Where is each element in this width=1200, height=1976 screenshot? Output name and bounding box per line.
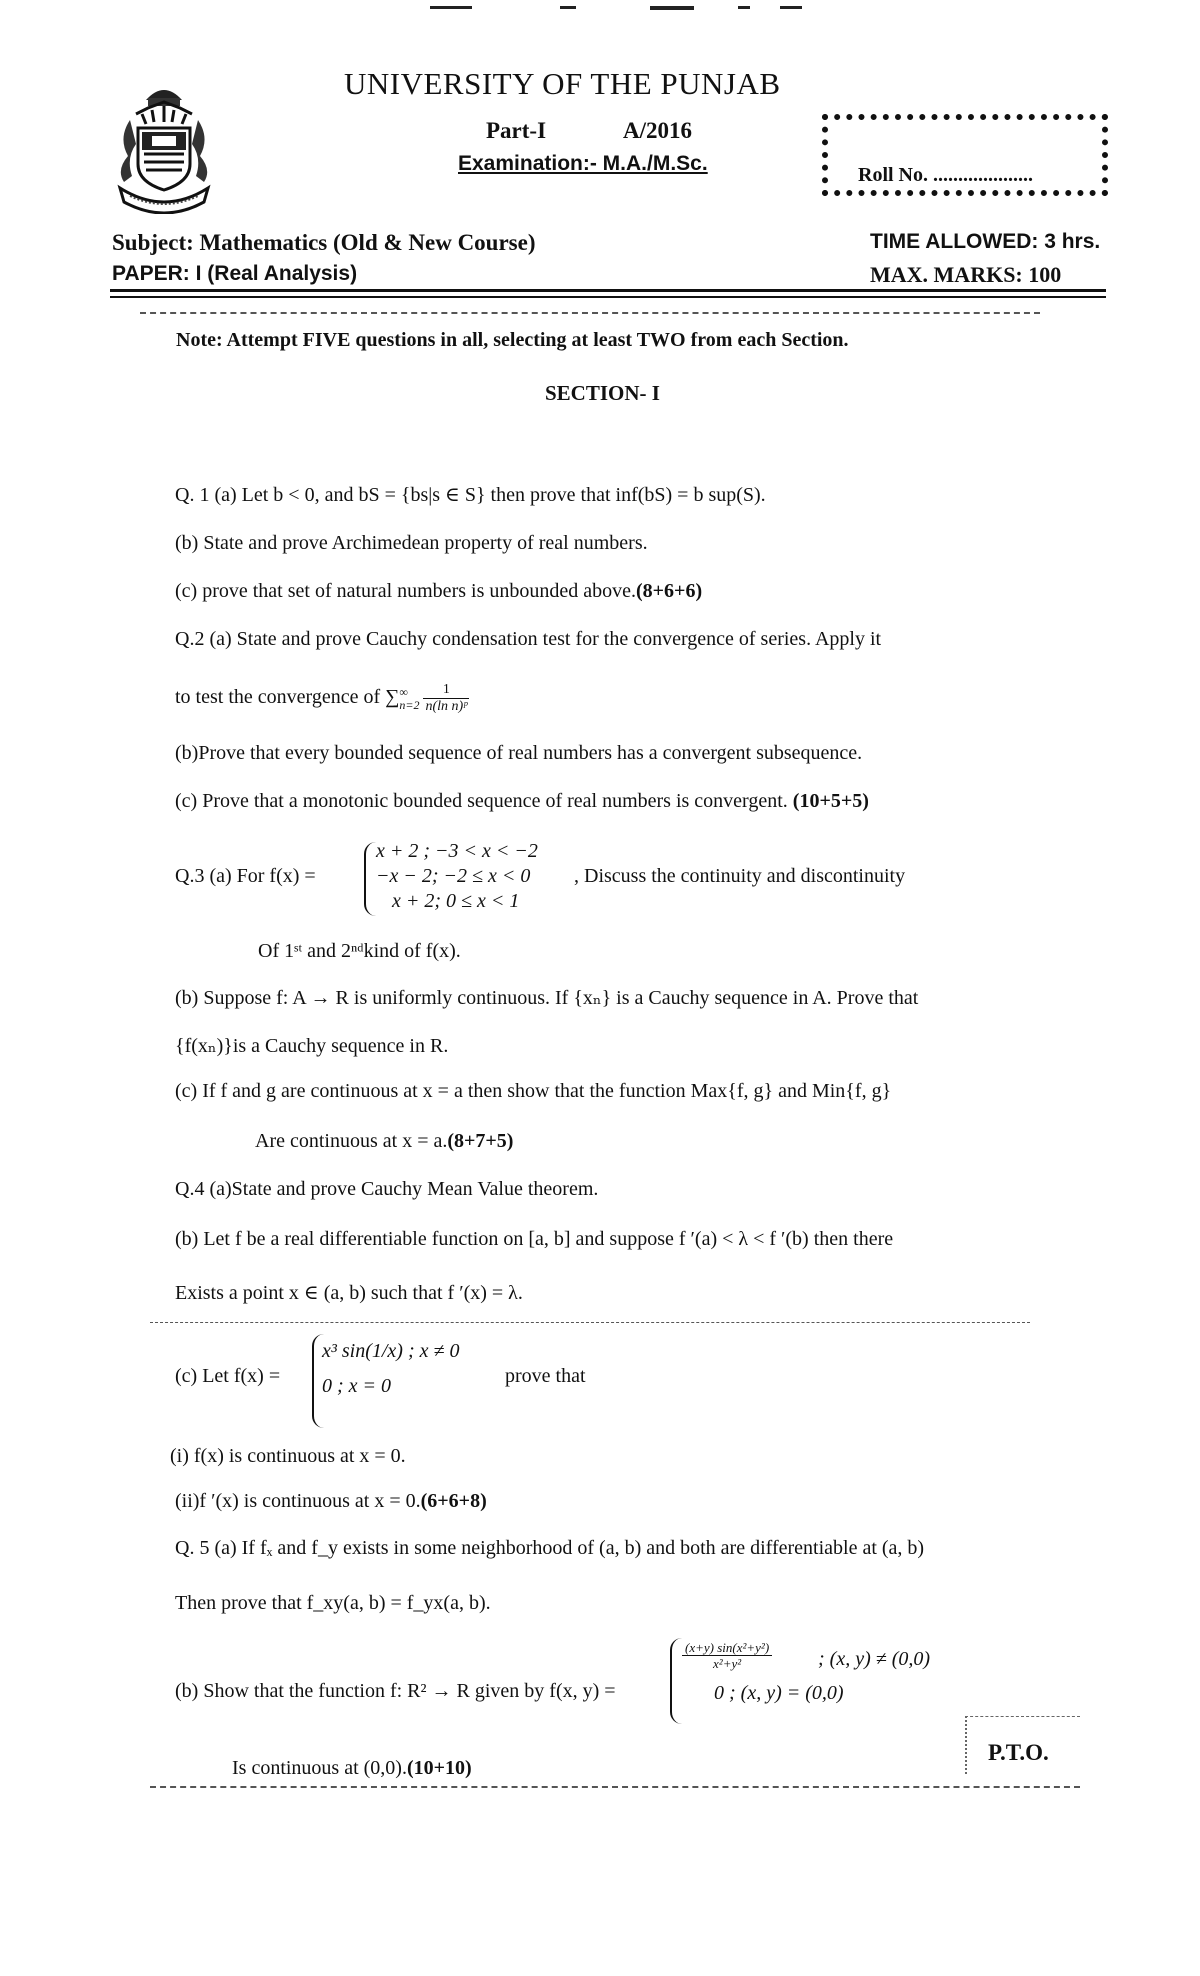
section-heading: SECTION- I	[545, 381, 660, 405]
q5-marks: (10+10)	[406, 1757, 472, 1779]
q3-brace	[364, 842, 376, 916]
scan-mark	[780, 6, 802, 9]
exam-session: A/2016	[623, 118, 692, 143]
q4-item-ii	[175, 1490, 487, 1513]
q5-case-1-tail: ; (x, y) ≠ (0,0)	[818, 1648, 931, 1670]
q4-part-b-line2: Exists a point x ∈ (a, b) such that f ′(x) = λ.	[175, 1282, 523, 1304]
q2-part-c	[175, 790, 869, 813]
q3-part-c-line2-text: Are continuous at x = a.	[255, 1130, 448, 1152]
q2-sum-upper: ∞	[399, 684, 408, 699]
q2-part-c-text: (c) Prove that a monotonic bounded sequence of real numbers is convergent.	[175, 790, 788, 812]
q5-fraction-denominator: x²+y²	[713, 1656, 742, 1671]
q5-part-a-line1: Q. 5 (a) If fₓ and f_y exists in some neighborhood of (a, b) and both are differentiable at (a, b)	[175, 1537, 925, 1559]
q4-part-a: Q.4 (a)State and prove Cauchy Mean Value theorem.	[175, 1178, 599, 1200]
q3-case-1: x + 2 ; −3 < x < −2	[376, 840, 538, 862]
bottom-divider	[150, 1786, 1080, 1788]
pto-box-top	[965, 1716, 1080, 1717]
q3-part-a-lead: Q.3 (a) For f(x) =	[175, 865, 316, 887]
q5-fraction	[682, 1640, 772, 1671]
scan-mark	[430, 6, 472, 9]
q4-part-c-lead: (c) Let f(x) =	[175, 1365, 281, 1387]
q2-fraction-numerator: 1	[423, 682, 469, 699]
scan-mark	[650, 6, 694, 10]
q2-part-b: (b)Prove that every bounded sequence of real numbers has a convergent subsequence.	[175, 742, 863, 764]
q2-marks: (10+5+5)	[792, 790, 869, 812]
divider	[150, 1322, 1030, 1323]
university-logo-icon	[108, 78, 220, 214]
pto-box-edge	[965, 1716, 969, 1774]
q5-fraction-numerator: (x+y) sin(x²+y²)	[682, 1640, 772, 1656]
exam-part: Part-I	[486, 118, 547, 143]
q5-part-b-end	[232, 1757, 472, 1780]
q2-sum-lower: n=2	[399, 697, 420, 712]
q2-sum-text: to test the convergence of ∑	[175, 686, 400, 709]
q1-part-a: Q. 1 (a) Let b < 0, and bS = {bs|s ∈ S} then prove that inf(bS) = b sup(S).	[175, 484, 766, 506]
scan-mark	[738, 6, 750, 9]
q3-part-a-kind: Of 1ˢᵗ and 2ⁿᵈkind of f(x).	[258, 940, 461, 962]
paper-line: PAPER: I (Real Analysis)	[112, 262, 358, 285]
q5-brace	[670, 1638, 682, 1724]
exam-title: Examination:- M.A./M.Sc.	[458, 152, 708, 175]
q1-part-b: (b) State and prove Archimedean property of real numbers.	[175, 532, 648, 554]
instructions-note: Note: Attempt FIVE questions in all, selecting at least TWO from each Section.	[176, 329, 849, 351]
q4-case-2: 0 ; x = 0	[322, 1375, 392, 1397]
q3-marks: (8+7+5)	[447, 1130, 514, 1152]
q2-fraction-denominator: n(ln n)ᵖ	[425, 699, 468, 714]
roll-number-field: Roll No. ....................	[858, 164, 1033, 186]
header-rule	[110, 296, 1106, 298]
q4-marks: (6+6+8)	[420, 1490, 487, 1512]
q1-marks: (8+6+6)	[635, 580, 703, 602]
header-rule	[110, 289, 1106, 292]
q1-part-c	[175, 580, 702, 603]
q5-part-b-end-text: Is continuous at (0,0).	[232, 1757, 407, 1779]
q3-part-b-line2: {f(xₙ)}is a Cauchy sequence in R.	[175, 1035, 449, 1057]
q5-case-2: 0 ; (x, y) = (0,0)	[714, 1682, 844, 1704]
q1-part-c-text: (c) prove that set of natural numbers is unbounded above.	[175, 580, 636, 602]
time-allowed: TIME ALLOWED: 3 hrs.	[870, 230, 1101, 253]
q3-case-3: x + 2; 0 ≤ x < 1	[392, 890, 520, 912]
pto-label: P.T.O.	[988, 1740, 1049, 1765]
q5-part-a-line2: Then prove that f_xy(a, b) = f_yx(a, b).	[175, 1592, 491, 1614]
q3-case-2: −x − 2; −2 ≤ x < 0	[376, 865, 531, 887]
subject-line: Subject: Mathematics (Old & New Course)	[112, 230, 536, 255]
q3-part-c-line2	[255, 1130, 513, 1153]
scan-mark	[560, 6, 576, 9]
q4-item-ii-text: (ii)f ′(x) is continuous at x = 0.	[175, 1490, 421, 1512]
q4-item-i: (i) f(x) is continuous at x = 0.	[170, 1445, 406, 1467]
q4-part-b-line1: (b) Let f be a real differentiable function on [a, b] and suppose f ′(a) < λ < f ′(b) then there	[175, 1228, 894, 1250]
q2-part-a-line1: Q.2 (a) State and prove Cauchy condensation test for the convergence of series. Apply it	[175, 628, 882, 650]
q3-part-b-line1: (b) Suppose f: A → R is uniformly continuous. If {xₙ} is a Cauchy sequence in A. Prove that	[175, 987, 919, 1009]
q2-part-a-line2	[175, 682, 469, 715]
q4-case-1: x³ sin(1/x) ; x ≠ 0	[322, 1340, 460, 1362]
q3-part-a-tail: , Discuss the continuity and discontinuity	[574, 865, 906, 887]
max-marks: MAX. MARKS: 100	[870, 262, 1062, 287]
q4-part-c-tail: prove that	[505, 1365, 586, 1387]
divider	[140, 312, 1040, 314]
q5-part-b-lead: (b) Show that the function f: R² → R given by f(x, y) =	[175, 1680, 616, 1702]
university-title: UNIVERSITY OF THE PUNJAB	[344, 66, 781, 101]
q3-part-c-line1: (c) If f and g are continuous at x = a then show that the function Max{f, g} and Min{f, g}	[175, 1080, 892, 1102]
